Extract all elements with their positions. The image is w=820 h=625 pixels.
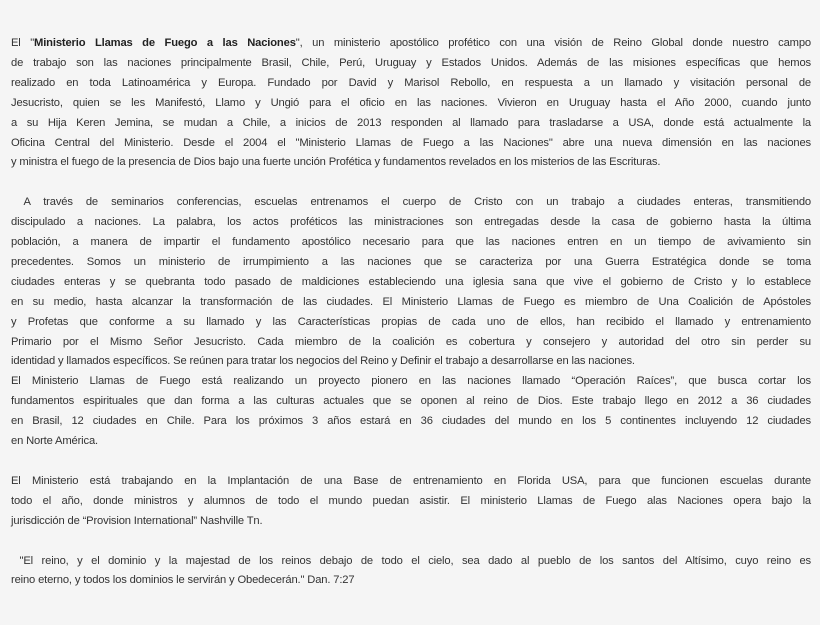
text-segment: ", un ministerio apostólico profético con una visión de Reino Global donde nuestro campo: [295, 37, 811, 49]
paragraph-gap: [11, 173, 811, 193]
paragraph-operacion-raices: [11, 372, 811, 452]
document-body: [11, 34, 811, 591]
text-line: A través de seminarios conferencias, escuelas entrenamos el cuerpo de Cristo con un trabajo a ciudades enteras, transmitiendo: [11, 196, 811, 209]
text-line: jurisdicción de “Provision International” Nashville Tn.: [11, 514, 263, 527]
text-line: todo el año, donde ministros y alumnos de todo el mundo puedan asistir. El ministerio Llamas de Fuego alas Naciones opera bajo la: [11, 494, 811, 507]
text-line: identidad y llamados específicos. Se reúnen para tratar los negocios del Reino y Definir el trabajo a desarrollarse en las naciones.: [11, 355, 635, 368]
text-line: Primario por el Mismo Señor Jesucristo. Cada miembro de la coalición es cobertura y consejero y autoridad del otro sin perder su: [11, 335, 811, 348]
text-line: Oficina Central del Ministerio. Desde el 2004 el "Ministerio Llamas de Fuego a las Naciones" abre una nueva dimensión en las naciones: [11, 136, 811, 149]
text-line: y Profetas que conforme a su llamado y las Características propias de cada uno de ellos, han recibido el llamado y entrenamiento: [11, 315, 811, 328]
text-line: "El reino, y el dominio y la majestad de los reinos debajo de todo el cielo, sea dado al pueblo de los santos del Altísimo, cuyo reino es: [11, 554, 811, 567]
text-line: en Brasil, 12 ciudades en Chile. Para los próximos 3 años estará en 36 ciudades del mundo en los 5 continentes incluyendo 12 ciudades: [11, 415, 811, 428]
paragraph-intro: [11, 34, 811, 173]
text-line: de trabajo son las naciones principalmente Brasil, Chile, Perú, Uruguay y Estados Unidos. Además de las misiones específicas que hemos: [11, 56, 811, 69]
text-line: en Norte América.: [11, 435, 98, 448]
text-line: población, a manera de impartir el fundamento apostólico necesario para que las naciones entren en un tiempo de avivamiento sin: [11, 236, 811, 249]
text-line: fundamentos espirituales que dan forma a las culturas actuales que se oponen al reino de Dios. Este trabajo llego en 2012 a 36 ciudades: [11, 395, 811, 408]
text-line: ciudades enteras y se quebranta todo pasado de maldiciones estableciendo una iglesia sana que vive el gobierno de Cristo y lo establece: [11, 275, 811, 288]
text-line: en su medio, hasta alcanzar la transformación de las ciudades. El Ministerio Llamas de Fuego es miembro de Una Coalición de Apóstoles: [11, 295, 811, 308]
text-line: El Ministerio está trabajando en la Implantación de una Base de entrenamiento en Florida USA, para que funcionen escuelas durante: [11, 474, 811, 487]
text-line: reino eterno, y todos los dominios le servirán y Obedecerán." Dan. 7:27: [11, 574, 355, 587]
ministry-name-bold: Ministerio Llamas de Fuego a las Naciones: [34, 37, 296, 49]
text-prefix: El ": [11, 37, 35, 49]
text-line: a su Hija Keren Jemina, se mudan a Chile, a inicios de 2013 responden al llamado para trasladarse a USA, donde está actualmente la: [11, 116, 811, 129]
text-line: realizado en toda Latinoamérica y Europa. Fundado por David y Marisol Rebollo, en respuesta a un llamado y visitación personal de: [11, 76, 811, 89]
paragraph-seminars: [11, 193, 811, 372]
text-line: y ministra el fuego de la presencia de Dios bajo una fuerte unción Profética y fundamentos revelados en los misterios de las Escrituras.: [11, 156, 661, 169]
text-line: El Ministerio Llamas de Fuego está realizando un proyecto pionero en las naciones llamado “Operación Raíces”, que busca cortar los: [11, 375, 811, 388]
text-line: [11, 34, 811, 54]
scripture-quote: [11, 552, 811, 592]
text-line: precedentes. Somos un ministerio de irrumpimiento a las naciones que se caracteriza por una Guerra Estratégica donde se toma: [11, 255, 811, 268]
paragraph-training-base: [11, 472, 811, 532]
paragraph-gap: [11, 532, 811, 552]
text-line: Jesucristo, quien se les Manifestó, Llamo y Ungió para el oficio en las naciones. Vivieron en Uruguay hasta el Año 2000, cuando junto: [11, 96, 811, 109]
paragraph-gap: [11, 452, 811, 472]
text-line: discipulado a naciones. La palabra, los actos proféticos las ministraciones son entregadas desde la casa de gobierno hasta la última: [11, 216, 811, 229]
